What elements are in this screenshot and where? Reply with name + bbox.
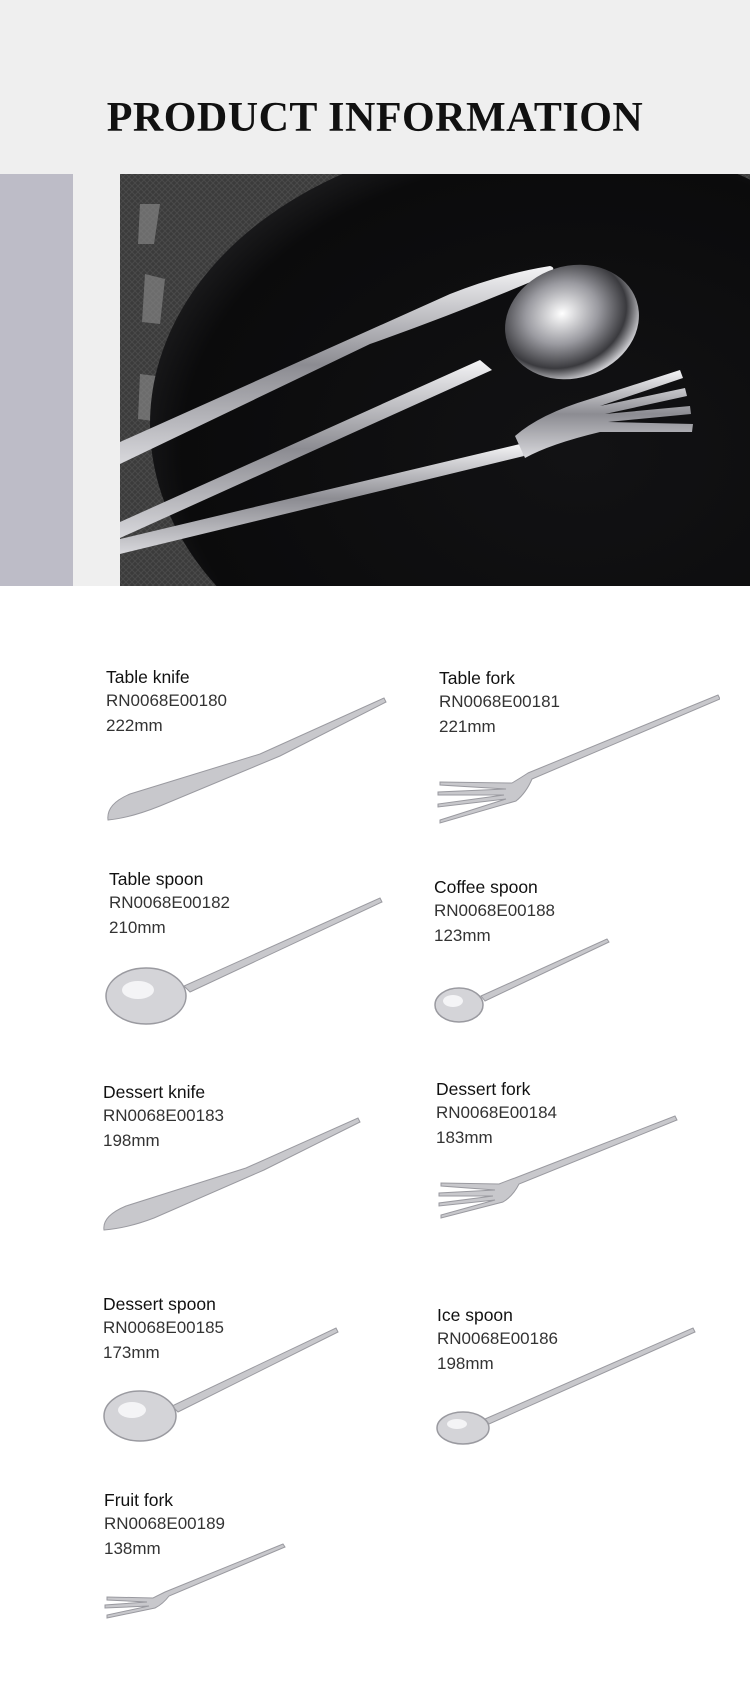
product-code: RN0068E00181	[439, 692, 560, 711]
side-accent-band	[0, 174, 73, 586]
product-code: RN0068E00183	[103, 1106, 224, 1125]
product-size: 210mm	[109, 918, 166, 937]
spoon-icon	[104, 896, 384, 1030]
fork-icon	[103, 1542, 287, 1622]
product-code: RN0068E00182	[109, 893, 230, 912]
fork-icon	[436, 693, 720, 829]
product-size: 221mm	[439, 717, 496, 736]
product-size: 183mm	[436, 1128, 493, 1147]
side-gap	[73, 174, 120, 586]
product-size: 198mm	[103, 1131, 160, 1150]
product-name: Coffee spoon	[434, 877, 538, 897]
knife-icon	[100, 694, 390, 824]
spoon-icon	[433, 937, 611, 1027]
product-code: RN0068E00184	[436, 1103, 557, 1122]
knife-icon	[100, 1114, 364, 1234]
spoon-icon	[102, 1326, 342, 1450]
header-band	[0, 0, 750, 174]
spoon-icon	[435, 1326, 697, 1448]
product-code: RN0068E00186	[437, 1329, 558, 1348]
product-name: Table spoon	[109, 869, 204, 889]
product-size: 198mm	[437, 1354, 494, 1373]
page-title: PRODUCT INFORMATION	[106, 95, 644, 141]
product-name: Table knife	[106, 667, 190, 687]
product-name: Ice spoon	[437, 1305, 513, 1325]
hero-photo	[120, 174, 750, 586]
product-size: 123mm	[434, 926, 491, 945]
product-size: 222mm	[106, 716, 163, 735]
product-name: Table fork	[439, 668, 515, 688]
product-code: RN0068E00180	[106, 691, 227, 710]
hero-cutlery-image	[120, 174, 750, 586]
product-code: RN0068E00189	[104, 1514, 225, 1533]
product-size: 173mm	[103, 1343, 160, 1362]
product-code: RN0068E00188	[434, 901, 555, 920]
product-name: Dessert knife	[103, 1082, 206, 1102]
product-name: Fruit fork	[104, 1490, 174, 1510]
product-name: Dessert fork	[436, 1079, 531, 1099]
product-size: 138mm	[104, 1539, 161, 1558]
fork-icon	[437, 1114, 679, 1224]
product-code: RN0068E00185	[103, 1318, 224, 1337]
product-name: Dessert spoon	[103, 1294, 216, 1314]
